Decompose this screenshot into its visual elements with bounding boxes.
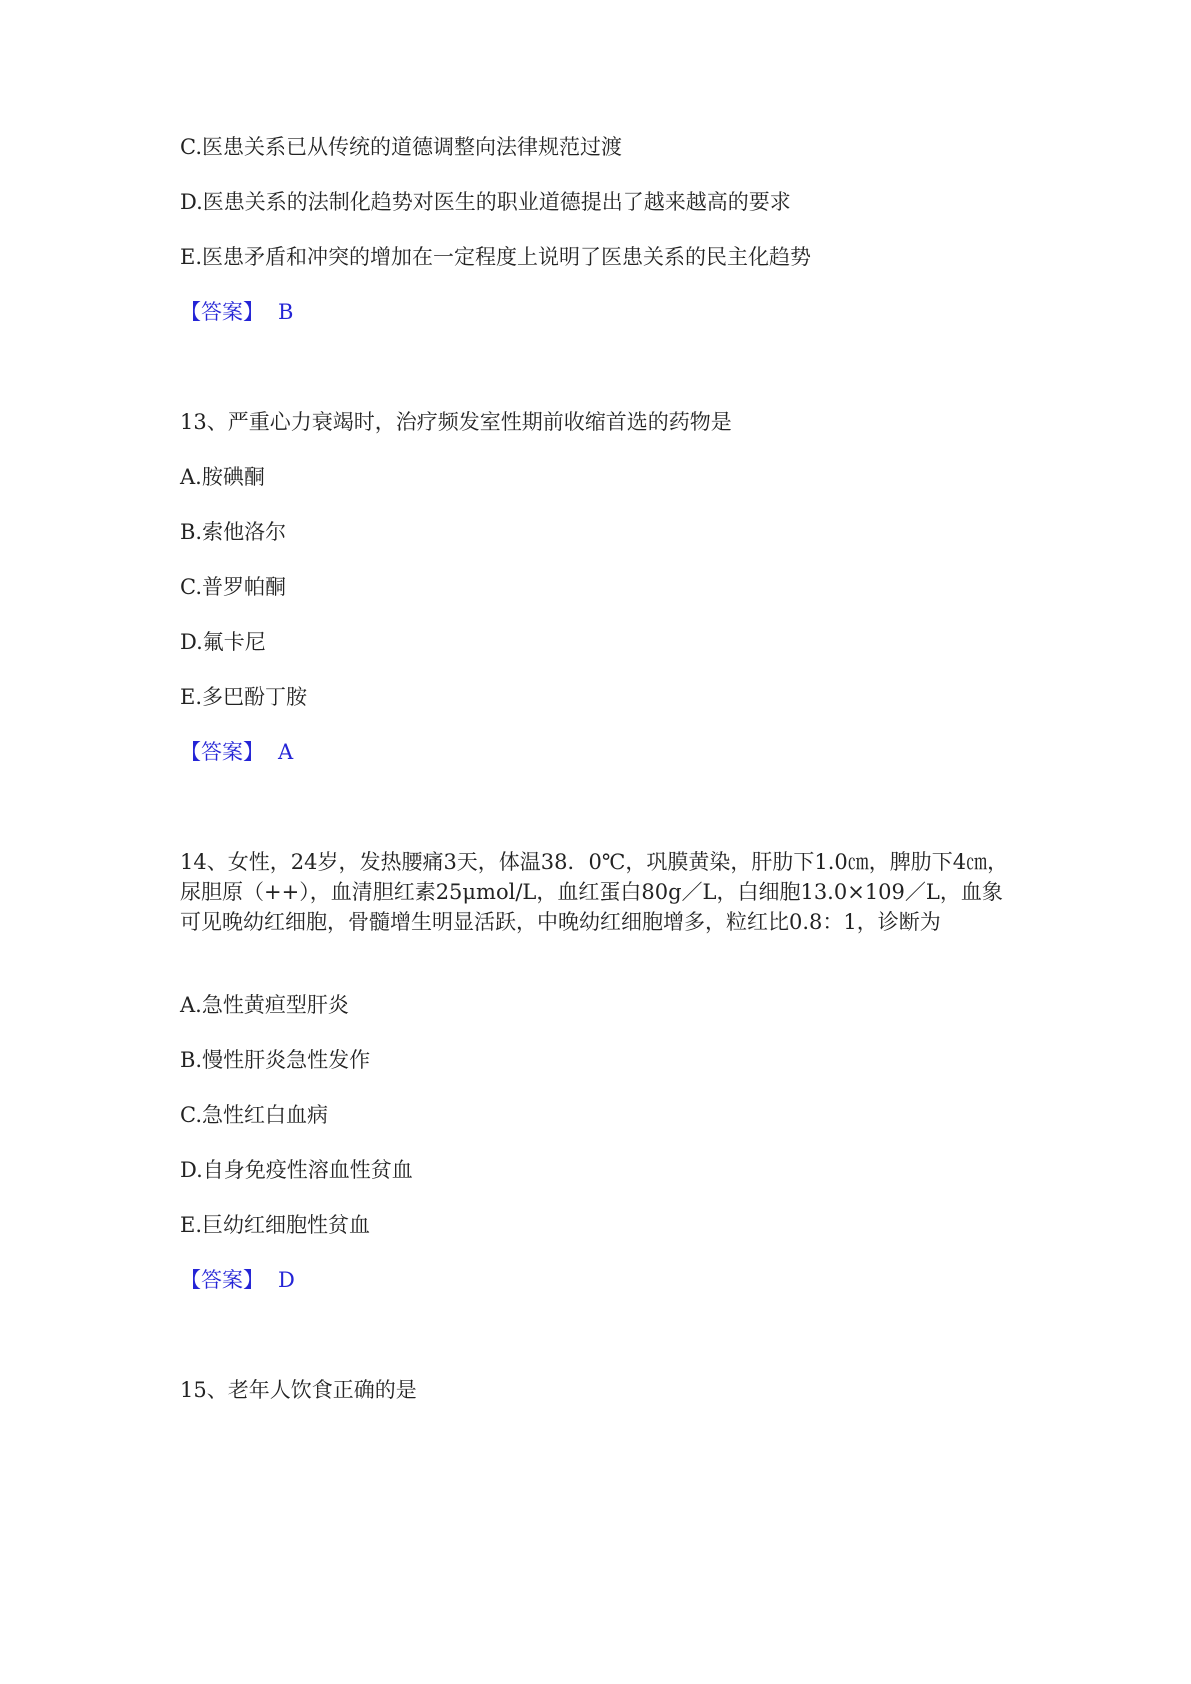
q12-answer-label: 【答案】 xyxy=(180,300,264,324)
q13-option-e: E.多巴酚丁胺 xyxy=(180,685,308,709)
q14-answer-label: 【答案】 xyxy=(180,1268,264,1292)
q14-option-b: B.慢性肝炎急性发作 xyxy=(180,1048,371,1072)
q14-option-e: E.巨幼红细胞性贫血 xyxy=(180,1213,371,1237)
q15-stem: 15、老年人饮食正确的是 xyxy=(180,1378,417,1402)
q14-stem: 14、女性，24岁，发热腰痛3天，体温38．0℃，巩膜黄染，肝肋下1.0㎝，脾肋下4㎝，尿胆原（++），血清胆红素25μmol/L，血红蛋白80g／L，白细胞13.0×109／L，血象可见晚幼红细胞，骨髓增生明显活跃，中晚幼红细胞增多，粒红比0.8：1，诊断为 xyxy=(180,850,1009,934)
q13-option-d: D.氟卡尼 xyxy=(180,630,266,654)
q12-answer xyxy=(180,297,293,327)
q14-option-d: D.自身免疫性溶血性贫血 xyxy=(180,1158,413,1182)
q14-option-c: C.急性红白血病 xyxy=(180,1103,328,1127)
q12-option-d: D.医患关系的法制化趋势对医生的职业道德提出了越来越高的要求 xyxy=(180,190,791,214)
q12-option-e: E.医患矛盾和冲突的增加在一定程度上说明了医患关系的民主化趋势 xyxy=(180,245,812,269)
q13-stem: 13、严重心力衰竭时，治疗频发室性期前收缩首选的药物是 xyxy=(180,410,732,434)
q14-answer xyxy=(180,1265,295,1295)
q13-answer-value: A xyxy=(278,740,294,764)
q13-option-b: B.索他洛尔 xyxy=(180,520,287,544)
q13-option-a: A.胺碘酮 xyxy=(180,465,265,489)
q13-answer xyxy=(180,737,293,767)
q13-option-c: C.普罗帕酮 xyxy=(180,575,286,599)
q14-answer-value: D xyxy=(278,1268,295,1292)
q14-option-a: A.急性黄疸型肝炎 xyxy=(180,993,349,1017)
q12-answer-value: B xyxy=(278,300,294,324)
q13-answer-label: 【答案】 xyxy=(180,740,264,764)
q12-option-c: C.医患关系已从传统的道德调整向法律规范过渡 xyxy=(180,135,622,159)
